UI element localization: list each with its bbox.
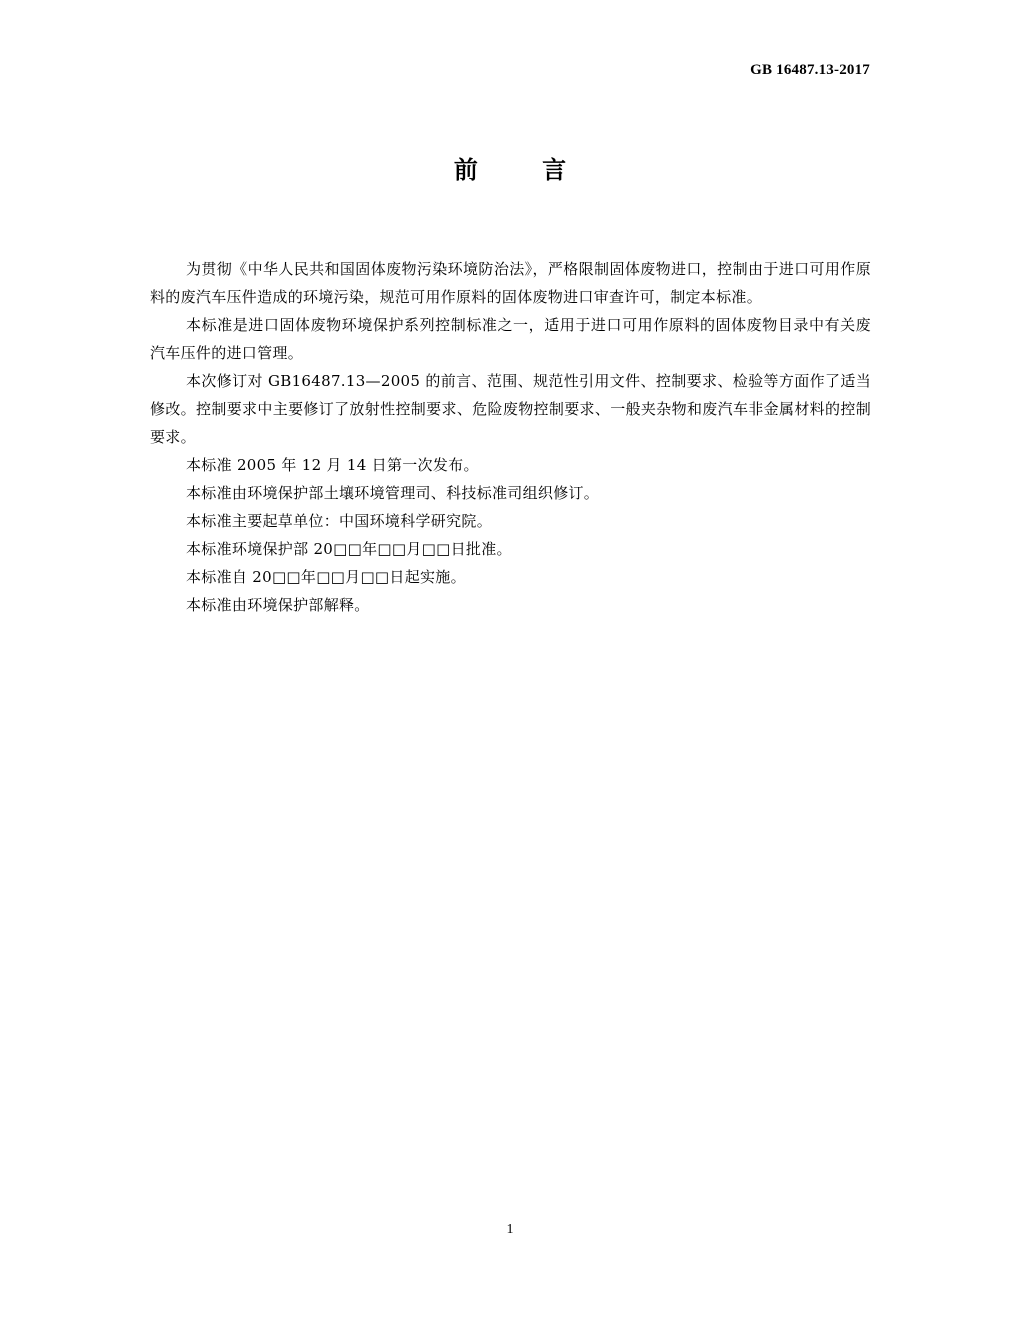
paragraph-purpose: 为贯彻《中华人民共和国固体废物污染环境防治法》，严格限制固体废物进口，控制由于进口可用作原料的废汽车压件造成的环境污染，规范可用作原料的固体废物进口审查许可，制定本标准。 bbox=[150, 260, 871, 306]
paragraph-organizer: 本标准由环境保护部土壤环境管理司、科技标准司组织修订。 bbox=[186, 484, 600, 502]
page-number: 1 bbox=[506, 1222, 514, 1237]
paragraph-drafting-unit: 本标准主要起草单位：中国环境科学研究院。 bbox=[186, 512, 493, 530]
paragraph-revision: 本次修订对 GB16487.13—2005 的前言、范围、规范性引用文件、控制要求、检验等方面作了适当修改。控制要求中主要修订了放射性控制要求、危险废物控制要求、一般夹杂物和废汽车非金属材料的控制要求。 bbox=[150, 372, 871, 446]
document-code: GB 16487.13-2017 bbox=[750, 62, 870, 78]
paragraph-approval: 本标准环境保护部 20□□年□□月□□日批准。 bbox=[186, 540, 512, 558]
paragraph-interpretation: 本标准由环境保护部解释。 bbox=[186, 596, 370, 614]
page-title: 前 言 bbox=[453, 156, 595, 184]
paragraph-implementation: 本标准自 20□□年□□月□□日起实施。 bbox=[186, 568, 466, 586]
paragraph-first-release: 本标准 2005 年 12 月 14 日第一次发布。 bbox=[186, 456, 479, 474]
foreword-body bbox=[150, 255, 871, 619]
paragraph-scope: 本标准是进口固体废物环境保护系列控制标准之一，适用于进口可用作原料的固体废物目录中有关废汽车压件的进口管理。 bbox=[150, 316, 871, 362]
